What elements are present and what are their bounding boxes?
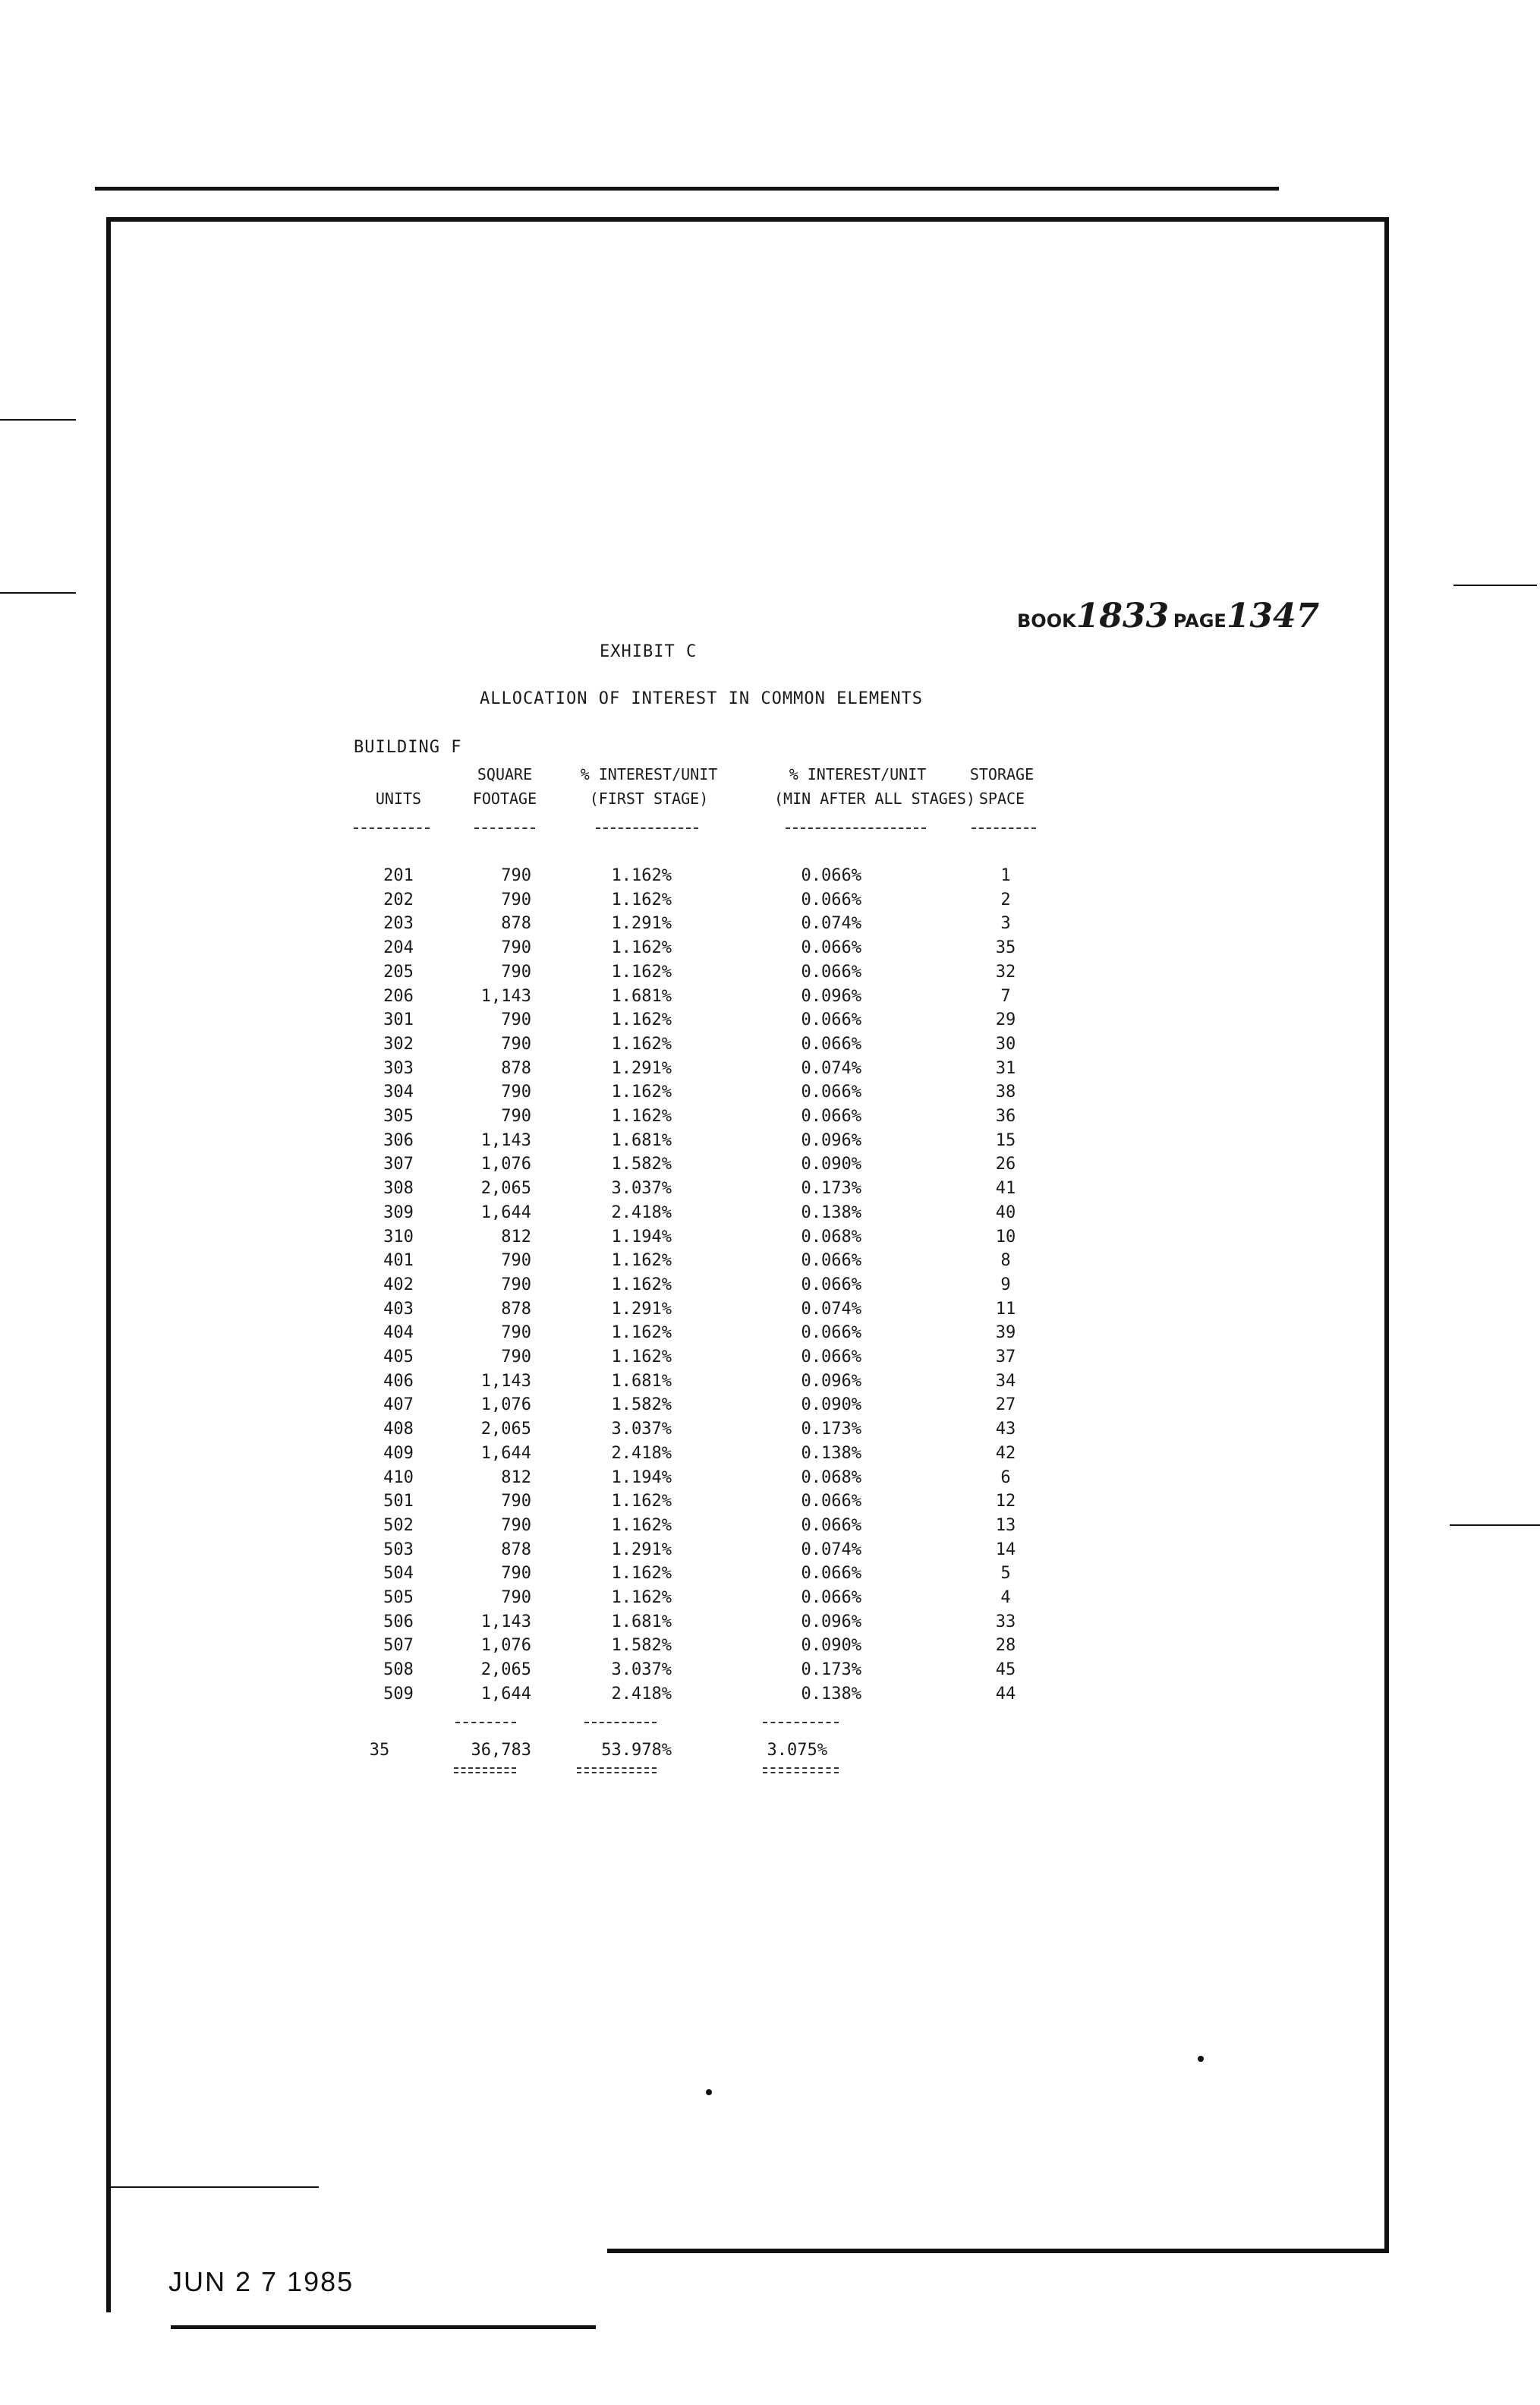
storage-space-cell: 3 <box>1000 914 1011 933</box>
left-margin-mark <box>0 592 76 594</box>
table-row <box>0 1032 1540 1057</box>
subtotal-rule <box>584 1722 657 1723</box>
book-number: 1833 <box>1075 597 1170 635</box>
total-units: 35 <box>369 1741 390 1760</box>
first-stage-cell: 1.162% <box>611 1035 672 1054</box>
total-min-after-stages: 3.075% <box>767 1741 827 1760</box>
storage-space-cell: 35 <box>995 938 1016 957</box>
square-footage-cell: 2,065 <box>480 1179 531 1198</box>
unit-cell: 308 <box>383 1179 414 1198</box>
storage-space-cell: 5 <box>1000 1564 1011 1583</box>
square-footage-cell: 878 <box>501 1059 531 1078</box>
storage-space-cell: 29 <box>995 1010 1016 1029</box>
table-row <box>0 1177 1540 1201</box>
min-after-stages-cell: 0.173% <box>801 1660 861 1679</box>
unit-cell: 406 <box>383 1372 414 1391</box>
min-after-stages-cell: 0.096% <box>801 1372 861 1391</box>
min-after-stages-cell: 0.074% <box>801 1540 861 1559</box>
square-footage-cell: 2,065 <box>480 1420 531 1439</box>
square-footage-cell: 878 <box>501 1300 531 1319</box>
min-after-stages-cell: 0.066% <box>801 938 861 957</box>
bottom-left-rule <box>106 2186 319 2188</box>
first-stage-cell: 1.582% <box>611 1636 672 1655</box>
unit-cell: 506 <box>383 1612 414 1631</box>
header-underline <box>786 827 926 829</box>
storage-space-cell: 12 <box>995 1492 1016 1511</box>
square-footage-cell: 790 <box>501 1516 531 1535</box>
unit-cell: 203 <box>383 914 414 933</box>
min-after-stages-cell: 0.068% <box>801 1228 861 1247</box>
unit-cell: 507 <box>383 1636 414 1655</box>
unit-cell: 304 <box>383 1083 414 1102</box>
table-row <box>0 1658 1540 1682</box>
unit-cell: 405 <box>383 1347 414 1366</box>
unit-cell: 407 <box>383 1395 414 1414</box>
min-after-stages-cell: 0.066% <box>801 1588 861 1607</box>
storage-space-cell: 32 <box>995 963 1016 982</box>
total-double-rule <box>763 1767 839 1773</box>
total-double-rule <box>454 1767 516 1773</box>
table-row <box>0 1008 1540 1032</box>
first-stage-cell: 1.291% <box>611 1059 672 1078</box>
min-after-stages-cell: 0.074% <box>801 1059 861 1078</box>
square-footage-cell: 790 <box>501 963 531 982</box>
min-after-stages-cell: 0.066% <box>801 1083 861 1102</box>
frame-top-line <box>106 217 1389 222</box>
ink-dot <box>706 2089 712 2095</box>
table-row <box>0 1370 1540 1394</box>
storage-space-cell: 43 <box>995 1420 1016 1439</box>
square-footage-cell: 1,644 <box>480 1685 531 1704</box>
unit-cell: 508 <box>383 1660 414 1679</box>
table-row <box>0 864 1540 888</box>
table-row <box>0 1466 1540 1490</box>
storage-space-cell: 11 <box>995 1300 1016 1319</box>
min-after-stages-cell: 0.066% <box>801 1275 861 1294</box>
first-stage-cell: 1.162% <box>611 1083 672 1102</box>
square-footage-cell: 812 <box>501 1228 531 1247</box>
storage-space-cell: 42 <box>995 1444 1016 1463</box>
storage-space-cell: 34 <box>995 1372 1016 1391</box>
total-square-footage: 36,783 <box>471 1741 531 1760</box>
min-after-stages-cell: 0.066% <box>801 866 861 885</box>
unit-cell: 305 <box>383 1107 414 1126</box>
storage-space-cell: 4 <box>1000 1588 1011 1607</box>
total-first-stage: 53.978% <box>601 1741 672 1760</box>
square-footage-cell: 790 <box>501 1564 531 1583</box>
min-after-stages-cell: 0.066% <box>801 890 861 909</box>
unit-cell: 503 <box>383 1540 414 1559</box>
first-stage-cell: 1.162% <box>611 1516 672 1535</box>
first-stage-cell: 3.037% <box>611 1420 672 1439</box>
table-row <box>0 912 1540 936</box>
storage-space-cell: 40 <box>995 1203 1016 1222</box>
min-after-stages-cell: 0.173% <box>801 1420 861 1439</box>
table-row <box>0 1225 1540 1250</box>
min-after-stages-cell: 0.066% <box>801 1564 861 1583</box>
column-header-first-stage: % INTEREST/UNIT (FIRST STAGE) <box>580 765 718 808</box>
unit-cell: 505 <box>383 1588 414 1607</box>
table-row <box>0 1105 1540 1129</box>
unit-cell: 404 <box>383 1323 414 1342</box>
square-footage-cell: 1,143 <box>480 987 531 1006</box>
square-footage-cell: 1,143 <box>480 1131 531 1150</box>
first-stage-cell: 2.418% <box>611 1685 672 1704</box>
min-after-stages-cell: 0.066% <box>801 1251 861 1270</box>
table-row <box>0 1586 1540 1610</box>
square-footage-cell: 790 <box>501 1275 531 1294</box>
min-after-stages-cell: 0.090% <box>801 1395 861 1414</box>
square-footage-cell: 2,065 <box>480 1660 531 1679</box>
page-number: 1347 <box>1226 597 1320 635</box>
first-stage-cell: 1.681% <box>611 1372 672 1391</box>
unit-cell: 202 <box>383 890 414 909</box>
square-footage-cell: 790 <box>501 1588 531 1607</box>
storage-space-cell: 27 <box>995 1395 1016 1414</box>
totals-row <box>0 1738 1540 1763</box>
unit-cell: 502 <box>383 1516 414 1535</box>
book-page-reference <box>1017 597 1319 635</box>
column-header-storage-space: STORAGE SPACE <box>969 765 1035 808</box>
square-footage-cell: 1,076 <box>480 1395 531 1414</box>
first-stage-cell: 1.162% <box>611 866 672 885</box>
first-stage-cell: 1.162% <box>611 1588 672 1607</box>
table-row <box>0 1610 1540 1634</box>
table-row <box>0 1345 1540 1370</box>
document-title: ALLOCATION OF INTEREST IN COMMON ELEMENTS <box>480 689 924 708</box>
scan-top-rule <box>95 187 1279 191</box>
unit-cell: 409 <box>383 1444 414 1463</box>
square-footage-cell: 1,143 <box>480 1612 531 1631</box>
table-row <box>0 960 1540 985</box>
square-footage-cell: 1,644 <box>480 1444 531 1463</box>
min-after-stages-cell: 0.066% <box>801 963 861 982</box>
unit-cell: 401 <box>383 1251 414 1270</box>
square-footage-cell: 790 <box>501 1347 531 1366</box>
first-stage-cell: 1.162% <box>611 1275 672 1294</box>
unit-cell: 309 <box>383 1203 414 1222</box>
column-header-units: UNITS <box>375 790 422 808</box>
min-after-stages-cell: 0.138% <box>801 1203 861 1222</box>
first-stage-cell: 3.037% <box>611 1660 672 1679</box>
first-stage-cell: 1.194% <box>611 1228 672 1247</box>
storage-space-cell: 31 <box>995 1059 1016 1078</box>
square-footage-cell: 878 <box>501 1540 531 1559</box>
ink-dot <box>1198 2056 1204 2062</box>
first-stage-cell: 1.162% <box>611 1251 672 1270</box>
square-footage-cell: 790 <box>501 1251 531 1270</box>
table-row <box>0 1538 1540 1562</box>
square-footage-cell: 878 <box>501 914 531 933</box>
recording-date-stamp: JUN 2 7 1985 <box>168 2266 354 2297</box>
table-row <box>0 1321 1540 1345</box>
first-stage-cell: 1.162% <box>611 1107 672 1126</box>
square-footage-cell: 1,143 <box>480 1372 531 1391</box>
square-footage-cell: 790 <box>501 1010 531 1029</box>
table-row <box>0 1562 1540 1586</box>
unit-cell: 509 <box>383 1685 414 1704</box>
min-after-stages-cell: 0.066% <box>801 1107 861 1126</box>
right-margin-mark <box>1453 585 1537 586</box>
column-header-square-footage: SQUARE FOOTAGE <box>472 765 537 808</box>
storage-space-cell: 38 <box>995 1083 1016 1102</box>
table-row <box>0 1634 1540 1658</box>
min-after-stages-cell: 0.074% <box>801 1300 861 1319</box>
square-footage-cell: 790 <box>501 866 531 885</box>
building-label: BUILDING F <box>354 738 462 757</box>
min-after-stages-cell: 0.138% <box>801 1685 861 1704</box>
storage-space-cell: 15 <box>995 1131 1016 1150</box>
header-underline <box>972 827 1036 829</box>
table-row <box>0 936 1540 960</box>
square-footage-cell: 1,076 <box>480 1636 531 1655</box>
first-stage-cell: 3.037% <box>611 1179 672 1198</box>
unit-cell: 307 <box>383 1155 414 1174</box>
min-after-stages-cell: 0.138% <box>801 1444 861 1463</box>
first-stage-cell: 1.291% <box>611 1300 672 1319</box>
storage-space-cell: 1 <box>1000 866 1011 885</box>
exhibit-heading: EXHIBIT C <box>600 642 698 661</box>
min-after-stages-cell: 0.066% <box>801 1347 861 1366</box>
first-stage-cell: 1.582% <box>611 1155 672 1174</box>
table-row <box>0 1514 1540 1538</box>
first-stage-cell: 1.162% <box>611 963 672 982</box>
storage-space-cell: 10 <box>995 1228 1016 1247</box>
square-footage-cell: 812 <box>501 1468 531 1487</box>
first-stage-cell: 1.162% <box>611 890 672 909</box>
square-footage-cell: 790 <box>501 1083 531 1102</box>
unit-cell: 201 <box>383 866 414 885</box>
unit-cell: 504 <box>383 1564 414 1583</box>
first-stage-cell: 1.582% <box>611 1395 672 1414</box>
storage-space-cell: 2 <box>1000 890 1011 909</box>
square-footage-cell: 790 <box>501 890 531 909</box>
square-footage-cell: 790 <box>501 938 531 957</box>
first-stage-cell: 1.162% <box>611 1323 672 1342</box>
storage-space-cell: 9 <box>1000 1275 1011 1294</box>
storage-space-cell: 36 <box>995 1107 1016 1126</box>
book-label: BOOK <box>1017 610 1076 632</box>
table-row <box>0 1417 1540 1442</box>
first-stage-cell: 2.418% <box>611 1203 672 1222</box>
bottom-scan-rule <box>171 2325 596 2329</box>
table-row <box>0 1273 1540 1297</box>
first-stage-cell: 1.162% <box>611 938 672 957</box>
storage-space-cell: 14 <box>995 1540 1016 1559</box>
storage-space-cell: 39 <box>995 1323 1016 1342</box>
subtotal-rule <box>763 1722 839 1723</box>
storage-space-cell: 33 <box>995 1612 1016 1631</box>
min-after-stages-cell: 0.096% <box>801 987 861 1006</box>
square-footage-cell: 1,644 <box>480 1203 531 1222</box>
min-after-stages-cell: 0.096% <box>801 1612 861 1631</box>
table-row <box>0 1393 1540 1417</box>
table-row <box>0 1129 1540 1153</box>
table-row <box>0 1249 1540 1273</box>
unit-cell: 408 <box>383 1420 414 1439</box>
first-stage-cell: 1.291% <box>611 914 672 933</box>
square-footage-cell: 790 <box>501 1035 531 1054</box>
min-after-stages-cell: 0.066% <box>801 1516 861 1535</box>
unit-cell: 204 <box>383 938 414 957</box>
unit-cell: 206 <box>383 987 414 1006</box>
first-stage-cell: 1.681% <box>611 987 672 1006</box>
header-underline <box>596 827 698 829</box>
table-row <box>0 985 1540 1009</box>
table-row <box>0 888 1540 913</box>
storage-space-cell: 6 <box>1000 1468 1011 1487</box>
min-after-stages-cell: 0.066% <box>801 1035 861 1054</box>
table-row <box>0 1682 1540 1707</box>
unit-cell: 302 <box>383 1035 414 1054</box>
storage-space-cell: 8 <box>1000 1251 1011 1270</box>
min-after-stages-cell: 0.066% <box>801 1323 861 1342</box>
header-underline <box>474 827 535 829</box>
min-after-stages-cell: 0.090% <box>801 1155 861 1174</box>
storage-space-cell: 26 <box>995 1155 1016 1174</box>
first-stage-cell: 1.291% <box>611 1540 672 1559</box>
unit-cell: 501 <box>383 1492 414 1511</box>
first-stage-cell: 2.418% <box>611 1444 672 1463</box>
storage-space-cell: 28 <box>995 1636 1016 1655</box>
unit-cell: 301 <box>383 1010 414 1029</box>
unit-cell: 306 <box>383 1131 414 1150</box>
first-stage-cell: 1.681% <box>611 1612 672 1631</box>
total-double-rule <box>577 1767 657 1773</box>
unit-cell: 303 <box>383 1059 414 1078</box>
unit-cell: 410 <box>383 1468 414 1487</box>
storage-space-cell: 30 <box>995 1035 1016 1054</box>
table-row <box>0 1080 1540 1105</box>
storage-space-cell: 41 <box>995 1179 1016 1198</box>
unit-cell: 403 <box>383 1300 414 1319</box>
square-footage-cell: 790 <box>501 1323 531 1342</box>
column-header-min-after-stages: % INTEREST/UNIT (MIN AFTER ALL STAGES) <box>774 765 975 808</box>
first-stage-cell: 1.162% <box>611 1492 672 1511</box>
first-stage-cell: 1.162% <box>611 1010 672 1029</box>
table-row <box>0 1297 1540 1322</box>
table-row <box>0 1057 1540 1081</box>
square-footage-cell: 1,076 <box>480 1155 531 1174</box>
min-after-stages-cell: 0.066% <box>801 1492 861 1511</box>
storage-space-cell: 37 <box>995 1347 1016 1366</box>
table-row <box>0 1489 1540 1514</box>
min-after-stages-cell: 0.066% <box>801 1010 861 1029</box>
min-after-stages-cell: 0.090% <box>801 1636 861 1655</box>
storage-space-cell: 44 <box>995 1685 1016 1704</box>
storage-space-cell: 7 <box>1000 987 1011 1006</box>
header-underline <box>354 827 430 829</box>
unit-cell: 402 <box>383 1275 414 1294</box>
min-after-stages-cell: 0.096% <box>801 1131 861 1150</box>
left-margin-mark <box>0 419 76 421</box>
table-row <box>0 1442 1540 1466</box>
storage-space-cell: 45 <box>995 1660 1016 1679</box>
table-row <box>0 1152 1540 1177</box>
first-stage-cell: 1.681% <box>611 1131 672 1150</box>
square-footage-cell: 790 <box>501 1492 531 1511</box>
first-stage-cell: 1.194% <box>611 1468 672 1487</box>
table-row <box>0 1201 1540 1225</box>
square-footage-cell: 790 <box>501 1107 531 1126</box>
first-stage-cell: 1.162% <box>611 1347 672 1366</box>
min-after-stages-cell: 0.173% <box>801 1179 861 1198</box>
min-after-stages-cell: 0.074% <box>801 914 861 933</box>
page-label: PAGE <box>1173 610 1227 632</box>
frame-bottom-line <box>607 2249 1389 2253</box>
unit-cell: 205 <box>383 963 414 982</box>
unit-cell: 310 <box>383 1228 414 1247</box>
min-after-stages-cell: 0.068% <box>801 1468 861 1487</box>
subtotal-rule <box>455 1722 516 1723</box>
storage-space-cell: 13 <box>995 1516 1016 1535</box>
first-stage-cell: 1.162% <box>611 1564 672 1583</box>
